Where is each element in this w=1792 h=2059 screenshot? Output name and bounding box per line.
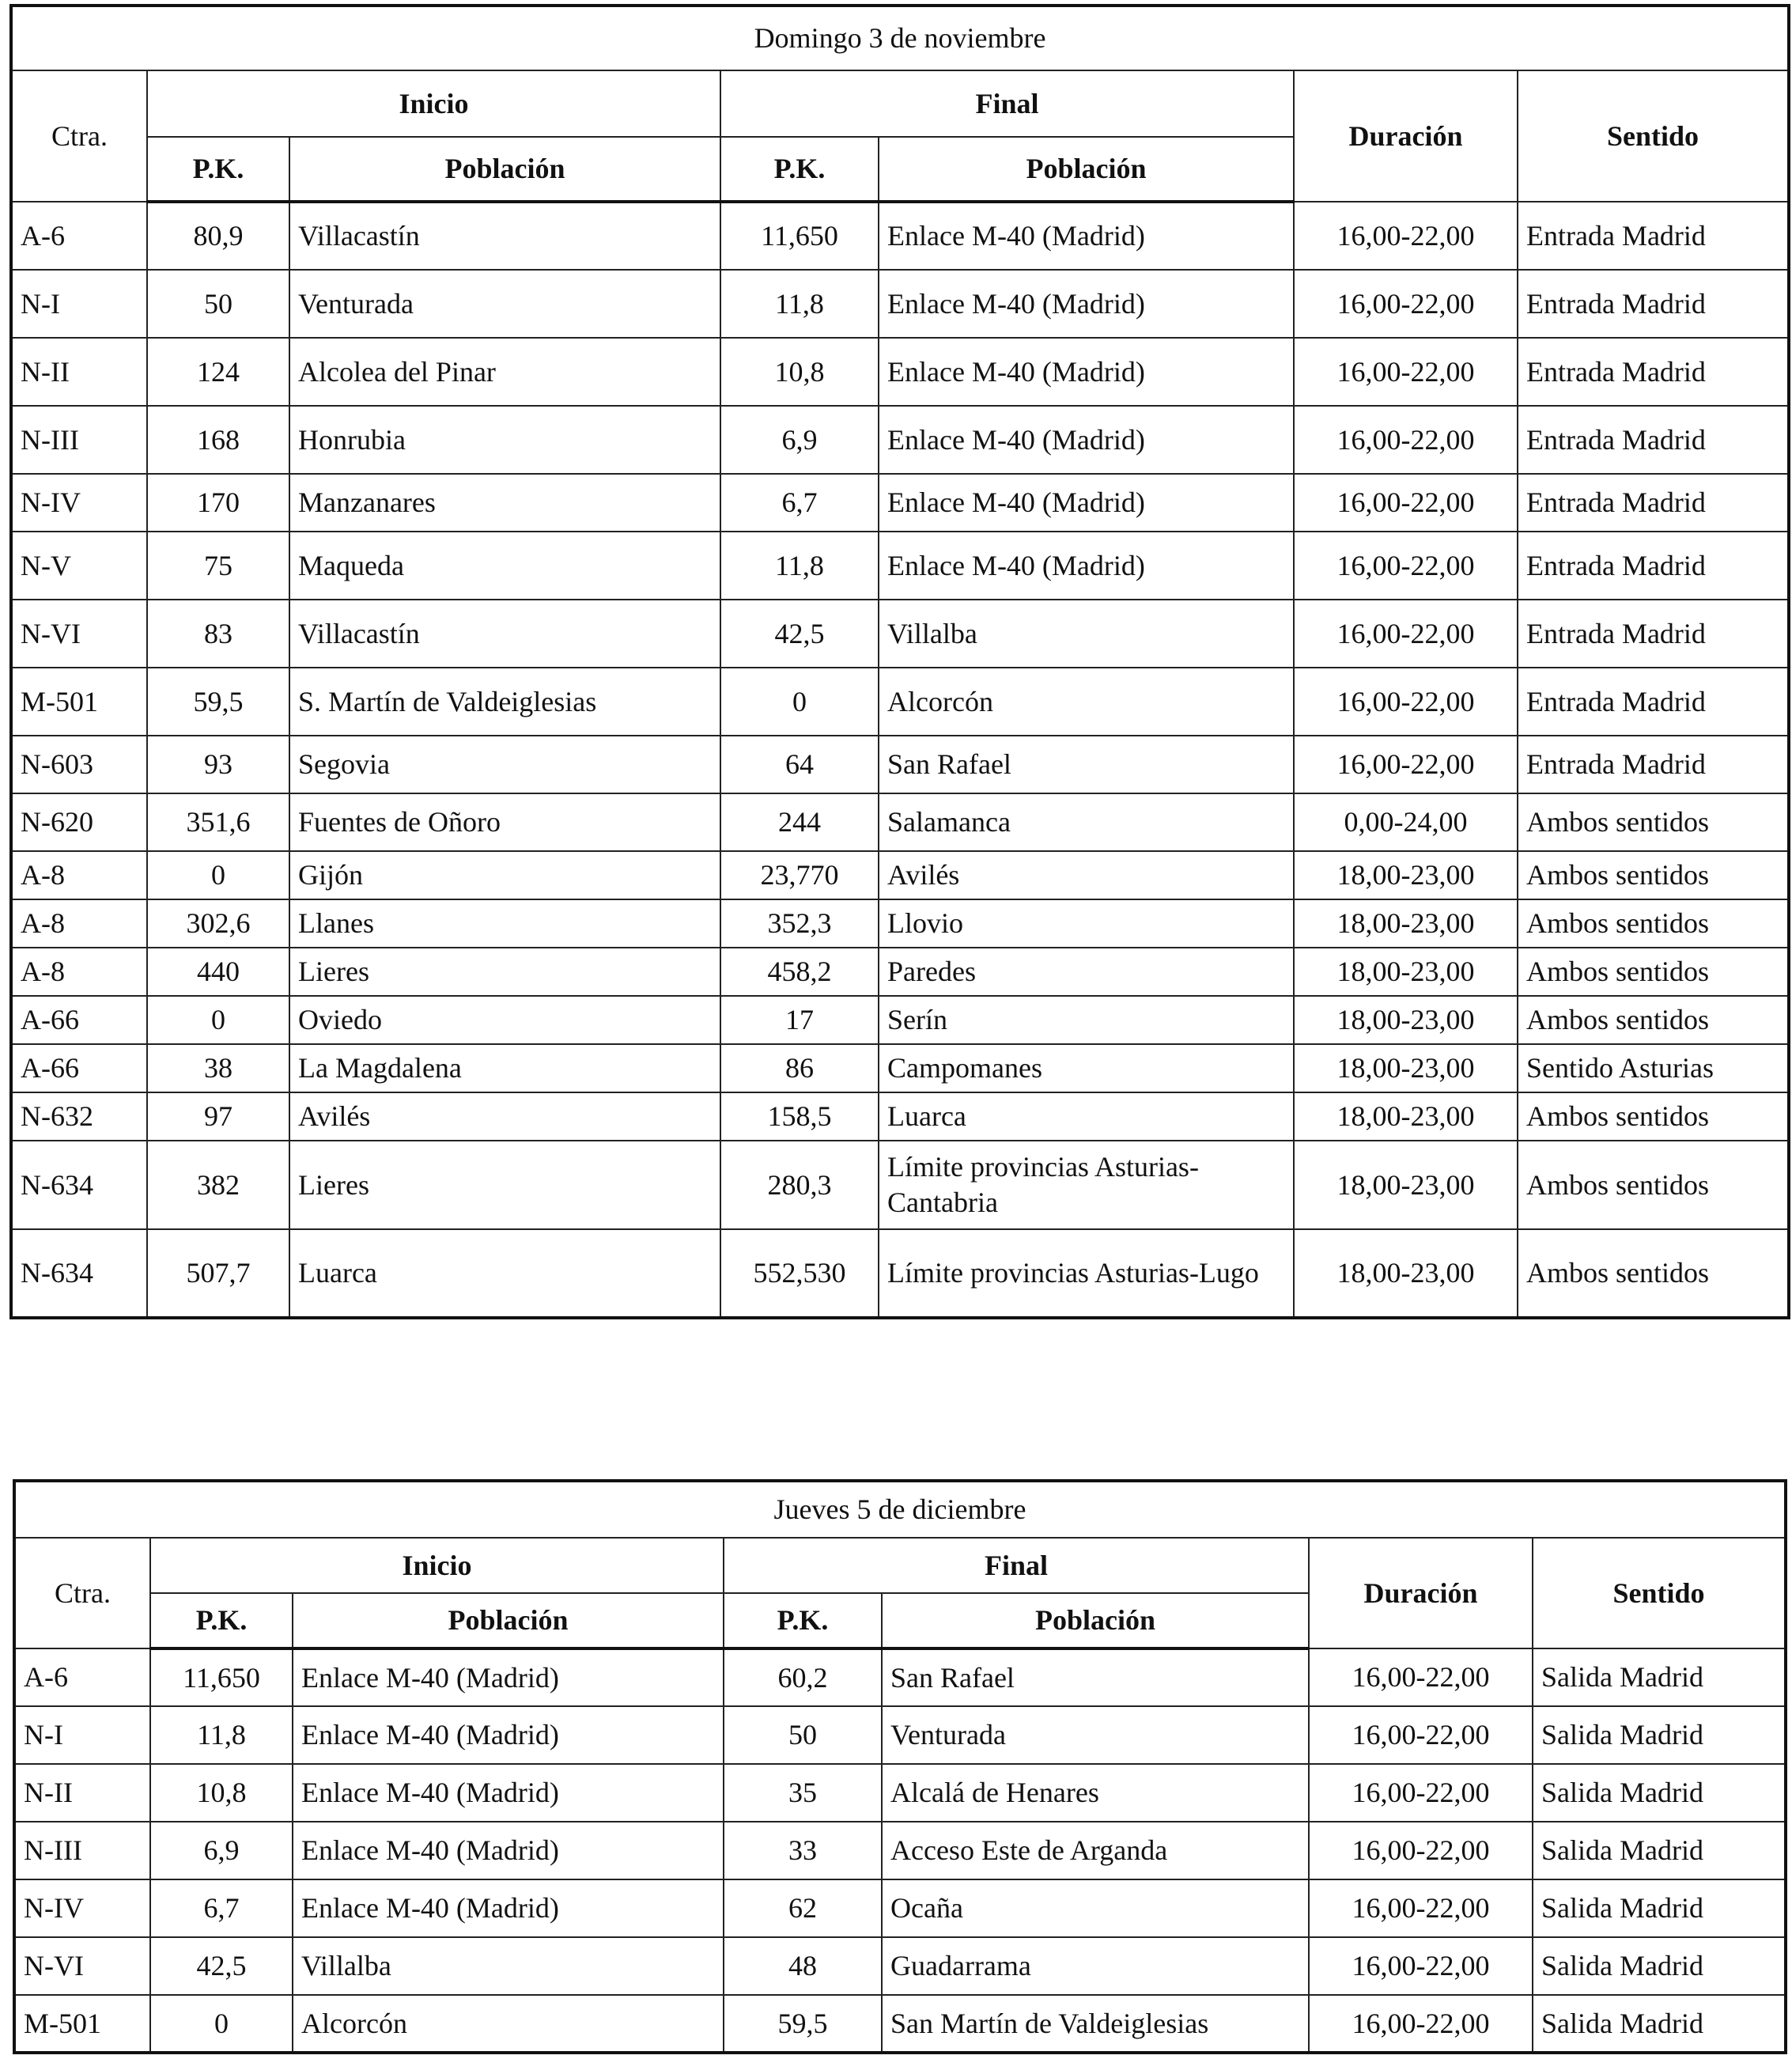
column-header-final-pk: P.K. (720, 137, 879, 202)
cell-final-poblacion: Serín (879, 996, 1294, 1044)
cell-final-pk: 35 (724, 1764, 882, 1822)
cell-final-poblacion: Límite provincias Asturias-Cantabria (879, 1141, 1294, 1229)
column-header-sentido: Sentido (1518, 70, 1789, 202)
cell-final-poblacion: Acceso Este de Arganda (882, 1822, 1309, 1879)
column-header-inicio-pk: P.K. (150, 1593, 293, 1648)
cell-sentido: Entrada Madrid (1518, 338, 1789, 406)
cell-inicio-pk: 80,9 (147, 202, 289, 270)
cell-inicio-poblacion: Villacastín (289, 600, 720, 668)
cell-sentido: Entrada Madrid (1518, 406, 1789, 474)
cell-inicio-poblacion: Alcorcón (293, 1995, 724, 2053)
cell-inicio-pk: 351,6 (147, 793, 289, 851)
cell-duracion: 18,00-23,00 (1294, 1092, 1518, 1141)
cell-final-pk: 552,530 (720, 1229, 879, 1318)
cell-inicio-pk: 75 (147, 532, 289, 600)
cell-ctra: A-8 (11, 948, 147, 996)
cell-sentido: Ambos sentidos (1518, 899, 1789, 948)
cell-ctra: N-634 (11, 1141, 147, 1229)
cell-sentido: Ambos sentidos (1518, 948, 1789, 996)
cell-sentido: Ambos sentidos (1518, 851, 1789, 899)
cell-final-pk: 60,2 (724, 1648, 882, 1706)
road-restrictions-table-nov-3 (9, 4, 1790, 1319)
cell-sentido: Salida Madrid (1533, 1937, 1786, 1995)
cell-ctra: N-632 (11, 1092, 147, 1141)
cell-sentido: Ambos sentidos (1518, 1229, 1789, 1318)
cell-final-poblacion: Alcorcón (879, 668, 1294, 736)
column-header-duracion: Duración (1309, 1538, 1533, 1648)
cell-inicio-poblacion: Llanes (289, 899, 720, 948)
cell-inicio-poblacion: Luarca (289, 1229, 720, 1318)
cell-duracion: 16,00-22,00 (1309, 1995, 1533, 2053)
cell-inicio-pk: 124 (147, 338, 289, 406)
cell-inicio-pk: 382 (147, 1141, 289, 1229)
cell-final-pk: 458,2 (720, 948, 879, 996)
cell-inicio-poblacion: Avilés (289, 1092, 720, 1141)
cell-final-poblacion: Luarca (879, 1092, 1294, 1141)
cell-duracion: 16,00-22,00 (1309, 1764, 1533, 1822)
cell-final-pk: 59,5 (724, 1995, 882, 2053)
cell-inicio-poblacion: Fuentes de Oñoro (289, 793, 720, 851)
cell-duracion: 16,00-22,00 (1294, 202, 1518, 270)
cell-sentido: Entrada Madrid (1518, 202, 1789, 270)
table-body (14, 1648, 1786, 2053)
column-header-sentido: Sentido (1533, 1538, 1786, 1648)
cell-inicio-pk: 59,5 (147, 668, 289, 736)
cell-inicio-poblacion: Lieres (289, 948, 720, 996)
cell-duracion: 18,00-23,00 (1294, 851, 1518, 899)
cell-final-pk: 33 (724, 1822, 882, 1879)
cell-duracion: 16,00-22,00 (1309, 1648, 1533, 1706)
cell-ctra: N-V (11, 532, 147, 600)
cell-ctra: N-IV (11, 474, 147, 532)
column-header-final-poblacion: Población (882, 1593, 1309, 1648)
table-row (11, 668, 1789, 736)
table-title: Domingo 3 de noviembre (11, 6, 1789, 70)
cell-final-poblacion: Avilés (879, 851, 1294, 899)
cell-inicio-poblacion: Enlace M-40 (Madrid) (293, 1879, 724, 1937)
cell-final-pk: 0 (720, 668, 879, 736)
table-row (14, 1822, 1786, 1879)
cell-inicio-poblacion: Enlace M-40 (Madrid) (293, 1764, 724, 1822)
cell-final-pk: 6,7 (720, 474, 879, 532)
cell-duracion: 18,00-23,00 (1294, 899, 1518, 948)
cell-final-pk: 10,8 (720, 338, 879, 406)
cell-duracion: 16,00-22,00 (1309, 1822, 1533, 1879)
cell-ctra: A-6 (14, 1648, 150, 1706)
table-row (14, 1995, 1786, 2053)
cell-final-poblacion: Límite provincias Asturias-Lugo (879, 1229, 1294, 1318)
table-row (11, 1229, 1789, 1318)
column-header-final-poblacion: Población (879, 137, 1294, 202)
column-header-inicio-poblacion: Población (293, 1593, 724, 1648)
cell-final-poblacion: Guadarrama (882, 1937, 1309, 1995)
cell-duracion: 18,00-23,00 (1294, 948, 1518, 996)
column-header-final-pk: P.K. (724, 1593, 882, 1648)
cell-final-poblacion: Campomanes (879, 1044, 1294, 1092)
cell-sentido: Entrada Madrid (1518, 474, 1789, 532)
cell-ctra: N-II (11, 338, 147, 406)
cell-sentido: Entrada Madrid (1518, 736, 1789, 793)
cell-inicio-poblacion: Venturada (289, 270, 720, 338)
cell-ctra: N-II (14, 1764, 150, 1822)
cell-ctra: N-634 (11, 1229, 147, 1318)
cell-ctra: M-501 (11, 668, 147, 736)
cell-inicio-pk: 93 (147, 736, 289, 793)
cell-inicio-poblacion: Maqueda (289, 532, 720, 600)
cell-final-pk: 158,5 (720, 1092, 879, 1141)
cell-duracion: 16,00-22,00 (1309, 1879, 1533, 1937)
cell-final-poblacion: San Rafael (882, 1648, 1309, 1706)
cell-final-poblacion: Ocaña (882, 1879, 1309, 1937)
cell-final-pk: 11,8 (720, 532, 879, 600)
cell-sentido: Ambos sentidos (1518, 1092, 1789, 1141)
table-row (14, 1937, 1786, 1995)
cell-sentido: Salida Madrid (1533, 1995, 1786, 2053)
cell-sentido: Entrada Madrid (1518, 270, 1789, 338)
cell-inicio-poblacion: La Magdalena (289, 1044, 720, 1092)
table-row (11, 1141, 1789, 1229)
cell-inicio-pk: 11,650 (150, 1648, 293, 1706)
cell-inicio-pk: 0 (150, 1995, 293, 2053)
table-row (11, 1044, 1789, 1092)
cell-ctra: N-IV (14, 1879, 150, 1937)
cell-final-poblacion: Villalba (879, 600, 1294, 668)
cell-duracion: 16,00-22,00 (1294, 736, 1518, 793)
cell-inicio-pk: 168 (147, 406, 289, 474)
cell-inicio-pk: 507,7 (147, 1229, 289, 1318)
cell-inicio-poblacion: Villalba (293, 1937, 724, 1995)
cell-inicio-poblacion: Alcolea del Pinar (289, 338, 720, 406)
cell-inicio-pk: 50 (147, 270, 289, 338)
cell-ctra: N-603 (11, 736, 147, 793)
cell-inicio-poblacion: Oviedo (289, 996, 720, 1044)
cell-duracion: 18,00-23,00 (1294, 1141, 1518, 1229)
cell-final-poblacion: San Martín de Valdeiglesias (882, 1995, 1309, 2053)
cell-sentido: Salida Madrid (1533, 1822, 1786, 1879)
table-title: Jueves 5 de diciembre (14, 1481, 1786, 1538)
table-row (11, 600, 1789, 668)
cell-final-poblacion: Enlace M-40 (Madrid) (879, 202, 1294, 270)
cell-final-pk: 50 (724, 1706, 882, 1764)
cell-final-poblacion: Enlace M-40 (Madrid) (879, 474, 1294, 532)
cell-ctra: N-III (11, 406, 147, 474)
cell-inicio-poblacion: Manzanares (289, 474, 720, 532)
table-row (11, 736, 1789, 793)
table-row (11, 532, 1789, 600)
cell-sentido: Ambos sentidos (1518, 793, 1789, 851)
cell-duracion: 18,00-23,00 (1294, 1044, 1518, 1092)
cell-duracion: 16,00-22,00 (1294, 474, 1518, 532)
column-header-ctra: Ctra. (14, 1538, 150, 1648)
cell-ctra: N-620 (11, 793, 147, 851)
column-header-inicio-pk: P.K. (147, 137, 289, 202)
table-body (11, 202, 1789, 1318)
cell-sentido: Entrada Madrid (1518, 532, 1789, 600)
cell-inicio-poblacion: Enlace M-40 (Madrid) (293, 1706, 724, 1764)
cell-ctra: A-8 (11, 899, 147, 948)
cell-final-pk: 64 (720, 736, 879, 793)
column-header-inicio-poblacion: Población (289, 137, 720, 202)
cell-duracion: 16,00-22,00 (1309, 1937, 1533, 1995)
cell-final-pk: 11,650 (720, 202, 879, 270)
cell-duracion: 16,00-22,00 (1294, 668, 1518, 736)
cell-inicio-pk: 170 (147, 474, 289, 532)
cell-inicio-pk: 0 (147, 996, 289, 1044)
cell-inicio-pk: 6,7 (150, 1879, 293, 1937)
cell-final-poblacion: Alcalá de Henares (882, 1764, 1309, 1822)
cell-final-poblacion: Salamanca (879, 793, 1294, 851)
cell-final-pk: 42,5 (720, 600, 879, 668)
cell-ctra: N-I (11, 270, 147, 338)
cell-sentido: Entrada Madrid (1518, 600, 1789, 668)
cell-final-pk: 244 (720, 793, 879, 851)
cell-final-pk: 11,8 (720, 270, 879, 338)
table-row (14, 1648, 1786, 1706)
cell-ctra: M-501 (14, 1995, 150, 2053)
cell-inicio-pk: 83 (147, 600, 289, 668)
cell-sentido: Ambos sentidos (1518, 1141, 1789, 1229)
cell-inicio-pk: 0 (147, 851, 289, 899)
cell-duracion: 16,00-22,00 (1294, 532, 1518, 600)
cell-sentido: Salida Madrid (1533, 1764, 1786, 1822)
cell-final-pk: 62 (724, 1879, 882, 1937)
cell-inicio-poblacion: Gijón (289, 851, 720, 899)
table-row (11, 996, 1789, 1044)
cell-duracion: 16,00-22,00 (1309, 1706, 1533, 1764)
cell-duracion: 18,00-23,00 (1294, 996, 1518, 1044)
cell-ctra: A-66 (11, 1044, 147, 1092)
cell-final-poblacion: Llovio (879, 899, 1294, 948)
cell-inicio-poblacion: Enlace M-40 (Madrid) (293, 1648, 724, 1706)
cell-ctra: A-8 (11, 851, 147, 899)
cell-ctra: A-6 (11, 202, 147, 270)
column-group-inicio: Inicio (150, 1538, 724, 1593)
table-row (11, 202, 1789, 270)
table-row (11, 899, 1789, 948)
table-row (11, 474, 1789, 532)
column-group-inicio: Inicio (147, 70, 720, 137)
cell-inicio-poblacion: S. Martín de Valdeiglesias (289, 668, 720, 736)
cell-inicio-pk: 10,8 (150, 1764, 293, 1822)
cell-inicio-poblacion: Villacastín (289, 202, 720, 270)
cell-final-poblacion: San Rafael (879, 736, 1294, 793)
cell-sentido: Salida Madrid (1533, 1648, 1786, 1706)
cell-inicio-poblacion: Lieres (289, 1141, 720, 1229)
cell-ctra: N-VI (14, 1937, 150, 1995)
cell-ctra: N-III (14, 1822, 150, 1879)
cell-inicio-poblacion: Honrubia (289, 406, 720, 474)
cell-sentido: Ambos sentidos (1518, 996, 1789, 1044)
cell-final-pk: 48 (724, 1937, 882, 1995)
column-header-duracion: Duración (1294, 70, 1518, 202)
road-restrictions-table-dec-5 (13, 1479, 1787, 2054)
cell-final-poblacion: Enlace M-40 (Madrid) (879, 532, 1294, 600)
table-row (14, 1706, 1786, 1764)
table-row (11, 406, 1789, 474)
cell-duracion: 16,00-22,00 (1294, 338, 1518, 406)
cell-sentido: Salida Madrid (1533, 1879, 1786, 1937)
cell-duracion: 0,00-24,00 (1294, 793, 1518, 851)
table-row (11, 948, 1789, 996)
cell-final-poblacion: Enlace M-40 (Madrid) (879, 270, 1294, 338)
table-row (14, 1879, 1786, 1937)
cell-inicio-poblacion: Enlace M-40 (Madrid) (293, 1822, 724, 1879)
cell-final-pk: 280,3 (720, 1141, 879, 1229)
cell-inicio-pk: 6,9 (150, 1822, 293, 1879)
cell-final-poblacion: Enlace M-40 (Madrid) (879, 406, 1294, 474)
cell-ctra: A-66 (11, 996, 147, 1044)
cell-ctra: N-I (14, 1706, 150, 1764)
cell-sentido: Sentido Asturias (1518, 1044, 1789, 1092)
cell-ctra: N-VI (11, 600, 147, 668)
cell-sentido: Entrada Madrid (1518, 668, 1789, 736)
table-row (14, 1764, 1786, 1822)
cell-final-pk: 23,770 (720, 851, 879, 899)
cell-inicio-pk: 11,8 (150, 1706, 293, 1764)
column-group-final: Final (724, 1538, 1309, 1593)
cell-inicio-pk: 97 (147, 1092, 289, 1141)
cell-duracion: 16,00-22,00 (1294, 600, 1518, 668)
cell-inicio-pk: 38 (147, 1044, 289, 1092)
table-row (11, 270, 1789, 338)
cell-sentido: Salida Madrid (1533, 1706, 1786, 1764)
table-row (11, 1092, 1789, 1141)
cell-final-pk: 17 (720, 996, 879, 1044)
cell-inicio-pk: 302,6 (147, 899, 289, 948)
cell-final-poblacion: Enlace M-40 (Madrid) (879, 338, 1294, 406)
cell-final-pk: 6,9 (720, 406, 879, 474)
table-row (11, 793, 1789, 851)
table-row (11, 338, 1789, 406)
cell-final-poblacion: Venturada (882, 1706, 1309, 1764)
column-header-ctra: Ctra. (11, 70, 147, 202)
table-row (11, 851, 1789, 899)
cell-inicio-poblacion: Segovia (289, 736, 720, 793)
cell-final-poblacion: Paredes (879, 948, 1294, 996)
cell-final-pk: 86 (720, 1044, 879, 1092)
cell-inicio-pk: 440 (147, 948, 289, 996)
column-group-final: Final (720, 70, 1294, 137)
cell-duracion: 18,00-23,00 (1294, 1229, 1518, 1318)
cell-inicio-pk: 42,5 (150, 1937, 293, 1995)
cell-final-pk: 352,3 (720, 899, 879, 948)
cell-duracion: 16,00-22,00 (1294, 270, 1518, 338)
cell-duracion: 16,00-22,00 (1294, 406, 1518, 474)
